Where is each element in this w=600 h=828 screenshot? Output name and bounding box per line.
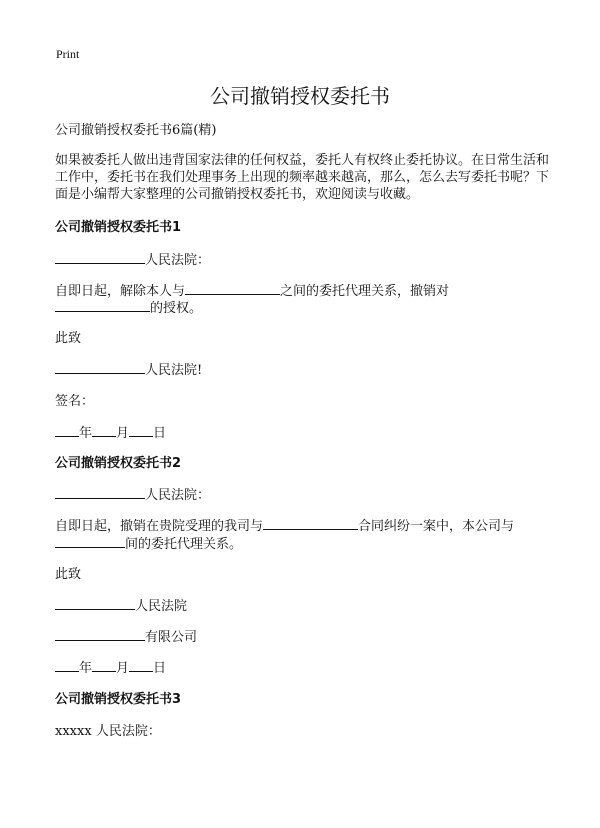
section-1-body-line-1	[55, 282, 449, 300]
blank-field	[92, 424, 116, 437]
blank-field	[92, 659, 116, 672]
section-1-signature: 签名：	[55, 394, 95, 409]
body-text: 自即日起，撤销在贵院受理的我司与	[55, 519, 264, 534]
court-suffix: 人民法院：	[95, 724, 161, 739]
section-2-body-line-2	[55, 535, 242, 553]
court-closing-text: 人民法院!	[145, 363, 203, 378]
section-2-court-closing	[55, 597, 187, 615]
section-2-company	[55, 628, 197, 646]
section-1-heading: 公司撤销授权委托书1	[55, 220, 182, 235]
section-2-heading: 公司撤销授权委托书2	[55, 456, 182, 471]
blank-field	[55, 299, 150, 312]
blank-field	[55, 251, 145, 264]
section-1-date	[55, 424, 166, 442]
date-month-label: 月	[116, 426, 130, 441]
body-text: 自即日起，解除本人与	[55, 284, 186, 299]
blank-field	[55, 535, 125, 548]
court-prefix-placeholder: xxxxx	[55, 724, 92, 739]
body-text: 合同纠纷一案中，本公司与	[358, 519, 515, 534]
court-closing-text: 人民法院	[135, 599, 188, 614]
body-text: 的授权。	[150, 301, 203, 316]
print-link[interactable]: Print	[56, 47, 80, 61]
blank-field	[55, 361, 145, 374]
company-text: 有限公司	[145, 630, 198, 645]
blank-field	[185, 282, 280, 295]
blank-field	[55, 486, 145, 499]
intro-paragraph: 如果被委托人做出违背国家法律的任何权益，委托人有权终止委托协议。在日常生活和工作中，委托书在我们处理事务上出现的频率越来越高，那么，怎么去写委托书呢？下面是小编帮大家整理的公司撤销授权委托书，欢迎阅读与收藏。	[55, 153, 550, 202]
section-1-body-line-2	[55, 299, 202, 317]
blank-field	[129, 659, 153, 672]
blank-field	[263, 517, 358, 530]
blank-field	[129, 424, 153, 437]
court-suffix: 人民法院：	[145, 253, 211, 268]
date-year-label: 年	[79, 661, 93, 676]
body-text: 间的委托代理关系。	[125, 537, 243, 552]
section-2-court-line	[55, 486, 210, 504]
blank-field	[55, 424, 79, 437]
section-1-court-line	[55, 251, 210, 269]
section-3-heading: 公司撤销授权委托书3	[55, 692, 182, 707]
section-2-greeting: 此致	[55, 567, 82, 582]
section-1-greeting: 此致	[55, 331, 82, 346]
date-month-label: 月	[116, 661, 130, 676]
blank-field	[55, 628, 145, 641]
blank-field	[55, 659, 79, 672]
section-3-court-line	[55, 723, 161, 740]
date-year-label: 年	[79, 426, 93, 441]
blank-field	[55, 597, 135, 610]
section-1-court-closing	[55, 361, 202, 379]
document-subtitle: 公司撤销授权委托书6篇(精)	[55, 123, 217, 138]
date-day-label: 日	[153, 426, 167, 441]
section-2-body-line-1	[55, 517, 514, 535]
document-title: 公司撤销授权委托书	[210, 84, 390, 108]
court-suffix: 人民法院：	[145, 488, 211, 503]
date-day-label: 日	[153, 661, 167, 676]
body-text: 之间的委托代理关系，撤销对	[280, 284, 450, 299]
section-2-date	[55, 659, 166, 677]
